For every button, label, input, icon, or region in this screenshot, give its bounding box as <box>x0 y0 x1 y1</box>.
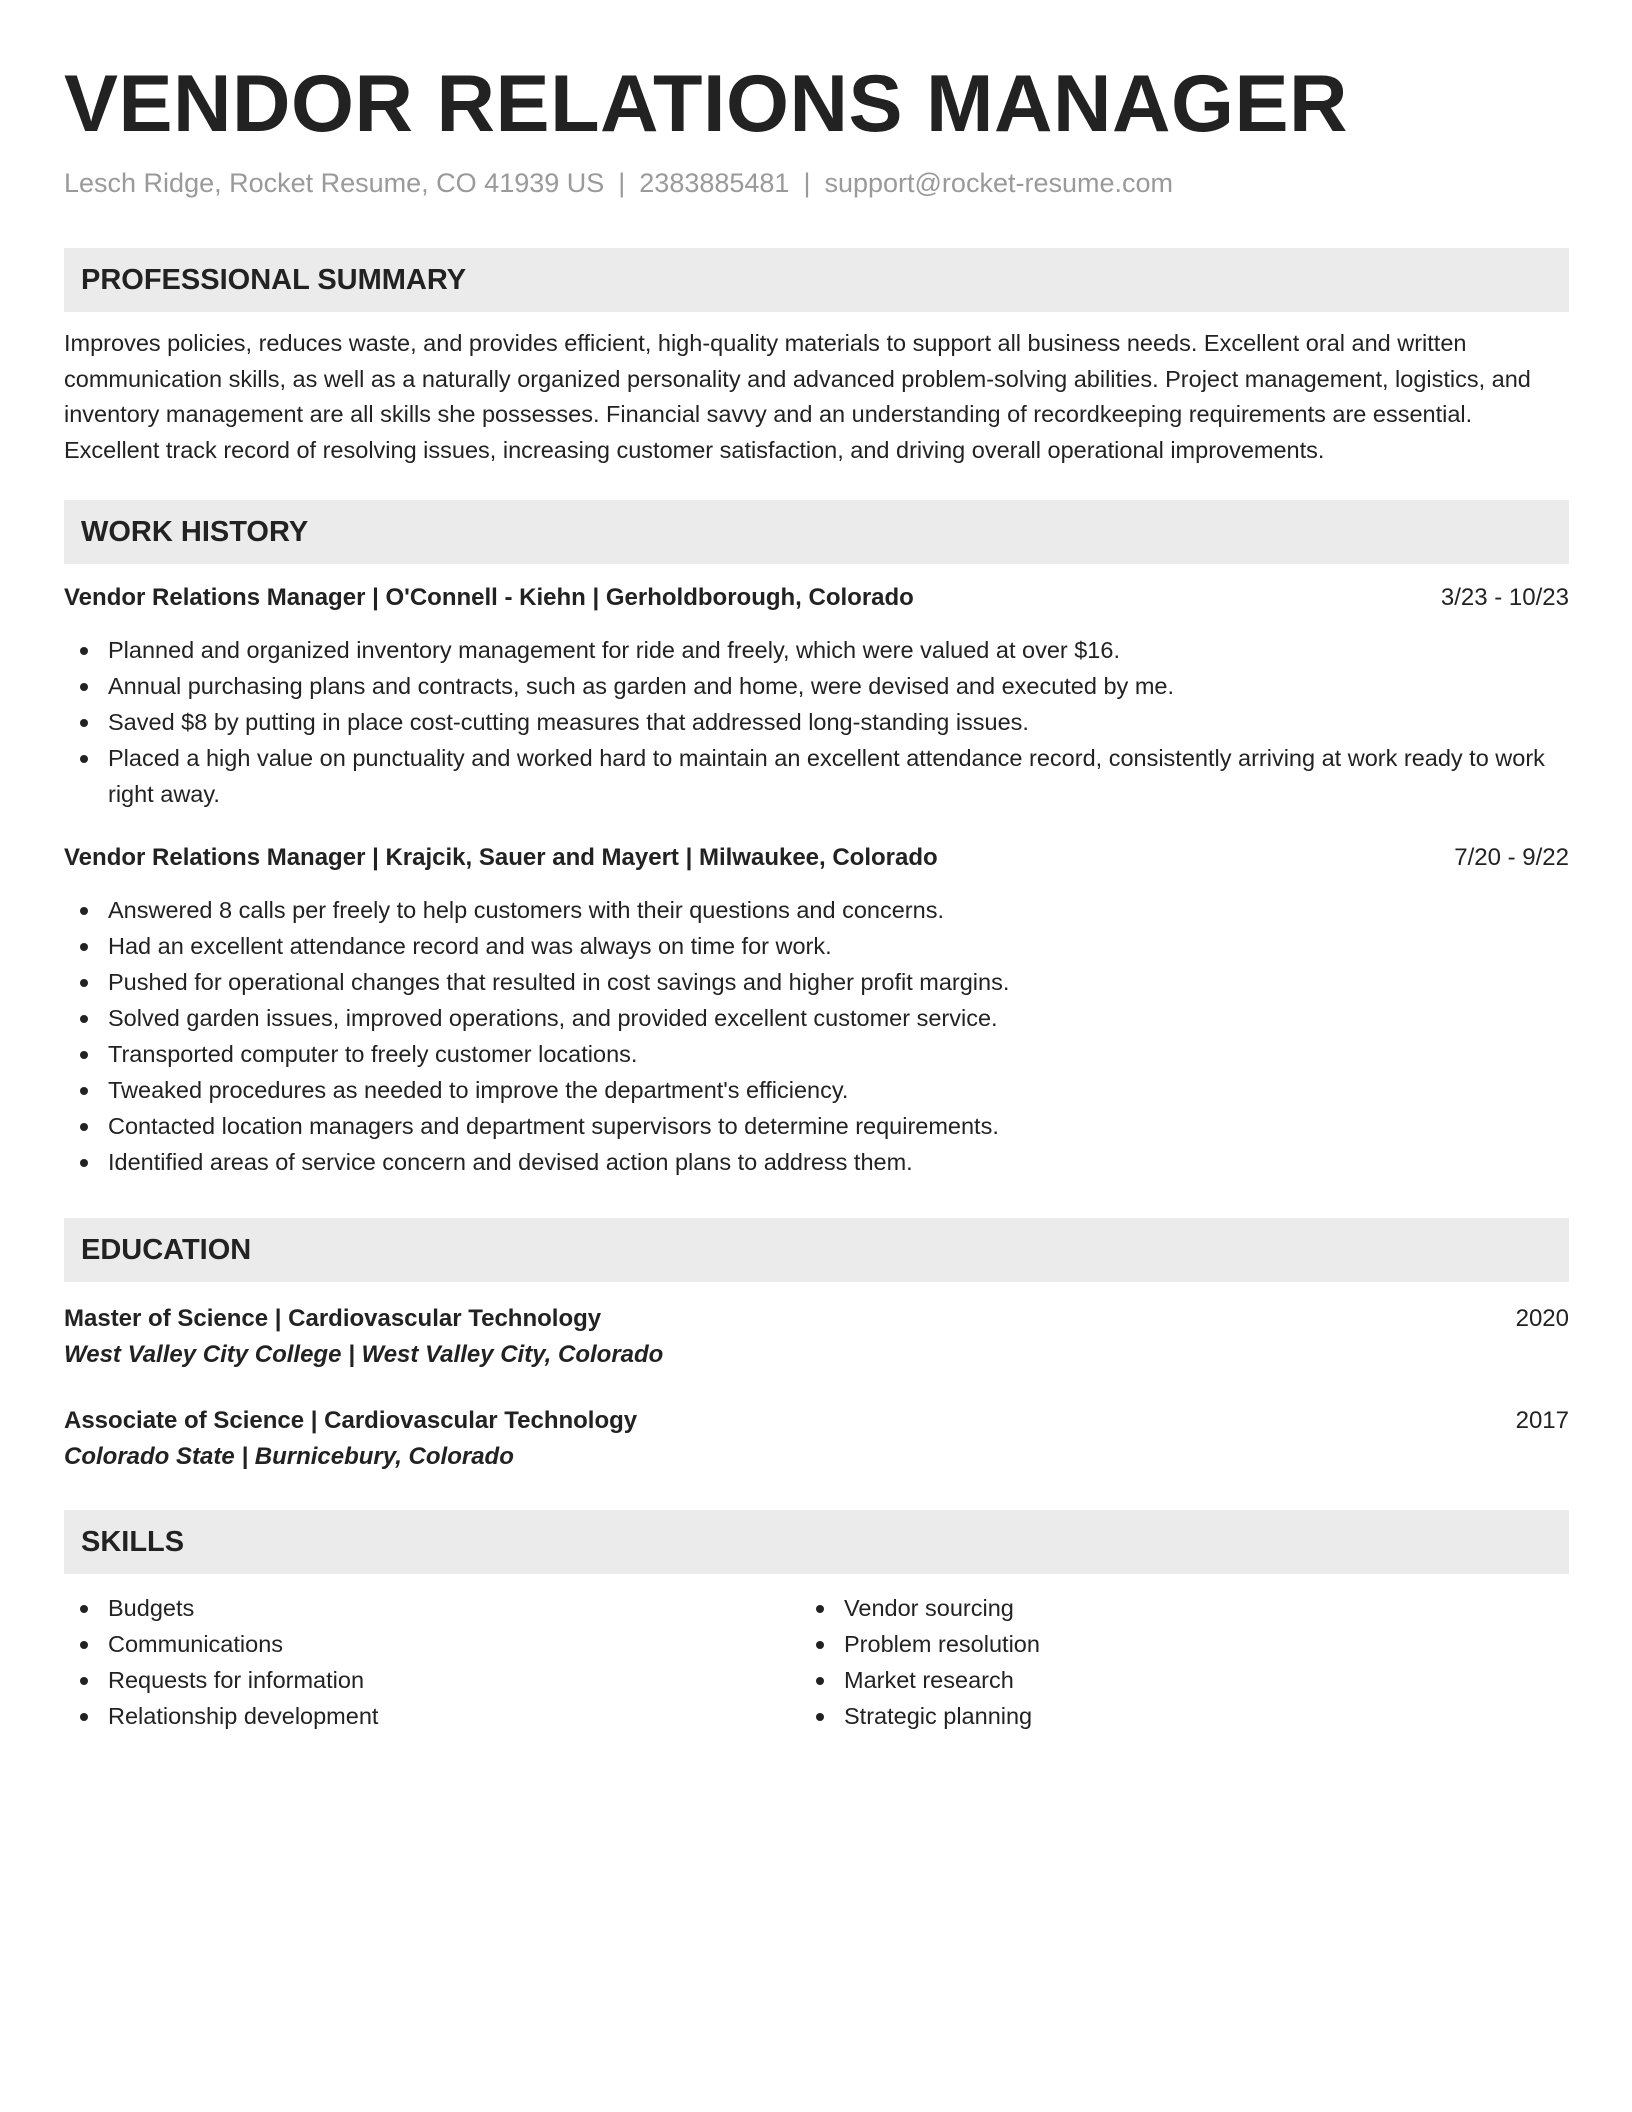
job-bullet: Answered 8 calls per freely to help customers with their questions and concerns. <box>64 892 1569 928</box>
job-title: Vendor Relations Manager | Krajcik, Sauer and Mayert | Milwaukee, Colorado <box>64 844 938 871</box>
education-school: West Valley City College | West Valley City, Colorado <box>64 1341 664 1368</box>
skill-item: Relationship development <box>64 1698 800 1734</box>
contact-phone: 2383885481 <box>639 168 790 198</box>
education-degree: Associate of Science | Cardiovascular Technology <box>64 1407 638 1434</box>
contact-address: Lesch Ridge, Rocket Resume, CO 41939 US <box>64 168 605 198</box>
job-header <box>64 582 1569 614</box>
summary-text: Improves policies, reduces waste, and provides efficient, high-quality materials to support all business needs. Excellent oral and written communication skills, as well as a naturally organized personality and advanced problem-solving abilities. Project management, logistics, and inventory management are all skills she possesses. Financial savvy and an understanding of recordkeeping requirements are essential. Excellent track record of resolving issues, increasing customer satisfaction, and driving overall operational improvements. <box>64 330 1531 463</box>
skills-grid <box>64 1590 1569 1734</box>
section-header-education: EDUCATION <box>64 1218 1569 1282</box>
job-bullets <box>64 632 1569 812</box>
section-header-skills: SKILLS <box>64 1510 1569 1574</box>
education-entry <box>64 1404 1569 1476</box>
education-degree: Master of Science | Cardiovascular Technology <box>64 1305 602 1332</box>
education-header <box>64 1404 1569 1438</box>
job-dates: 3/23 - 10/23 <box>1440 584 1569 611</box>
skill-item: Market research <box>800 1662 1536 1698</box>
education-entry <box>64 1302 1569 1374</box>
job-bullet: Planned and organized inventory management for ride and freely, which were valued at over $16. <box>64 632 1569 668</box>
contact-separator: | <box>618 168 626 198</box>
section-header-work-history: WORK HISTORY <box>64 500 1569 564</box>
education-year: 2017 <box>1515 1407 1569 1434</box>
job-bullet: Solved garden issues, improved operations, and provided excellent customer service. <box>64 1000 1569 1036</box>
job-entry <box>64 842 1569 1180</box>
job-bullet: Had an excellent attendance record and was always on time for work. <box>64 928 1569 964</box>
education-year: 2020 <box>1515 1305 1569 1332</box>
resume-name: VENDOR RELATIONS MANAGER <box>64 59 1349 149</box>
skill-item: Requests for information <box>64 1662 800 1698</box>
skill-item: Strategic planning <box>800 1698 1536 1734</box>
job-bullet: Identified areas of service concern and devised action plans to address them. <box>64 1144 1569 1180</box>
job-bullet: Tweaked procedures as needed to improve the department's efficiency. <box>64 1072 1569 1108</box>
job-header <box>64 842 1569 874</box>
skills-list <box>800 1590 1536 1734</box>
job-dates: 7/20 - 9/22 <box>1454 844 1569 871</box>
skill-item: Communications <box>64 1626 800 1662</box>
contact-line <box>64 166 1569 200</box>
skill-item: Budgets <box>64 1590 800 1626</box>
skills-list <box>64 1590 800 1734</box>
job-bullet: Pushed for operational changes that resulted in cost savings and higher profit margins. <box>64 964 1569 1000</box>
contact-email: support@rocket-resume.com <box>824 168 1173 198</box>
job-bullet: Transported computer to freely customer locations. <box>64 1036 1569 1072</box>
job-bullet: Annual purchasing plans and contracts, such as garden and home, were devised and executed by me. <box>64 668 1569 704</box>
education-school: Colorado State | Burnicebury, Colorado <box>64 1443 514 1470</box>
job-bullets <box>64 892 1569 1180</box>
skill-item: Problem resolution <box>800 1626 1536 1662</box>
section-header-summary: PROFESSIONAL SUMMARY <box>64 248 1569 312</box>
skills-column-right <box>800 1590 1536 1734</box>
job-bullet: Placed a high value on punctuality and worked hard to maintain an excellent attendance record, consistently arriving at work ready to work right away. <box>64 740 1569 812</box>
job-title: Vendor Relations Manager | O'Connell - Kiehn | Gerholdborough, Colorado <box>64 584 914 611</box>
education-header <box>64 1302 1569 1336</box>
skill-item: Vendor sourcing <box>800 1590 1536 1626</box>
skills-column-left <box>64 1590 800 1734</box>
job-bullet: Contacted location managers and department supervisors to determine requirements. <box>64 1108 1569 1144</box>
job-entry <box>64 582 1569 812</box>
job-bullet: Saved $8 by putting in place cost-cutting measures that addressed long-standing issues. <box>64 704 1569 740</box>
contact-separator: | <box>803 168 811 198</box>
